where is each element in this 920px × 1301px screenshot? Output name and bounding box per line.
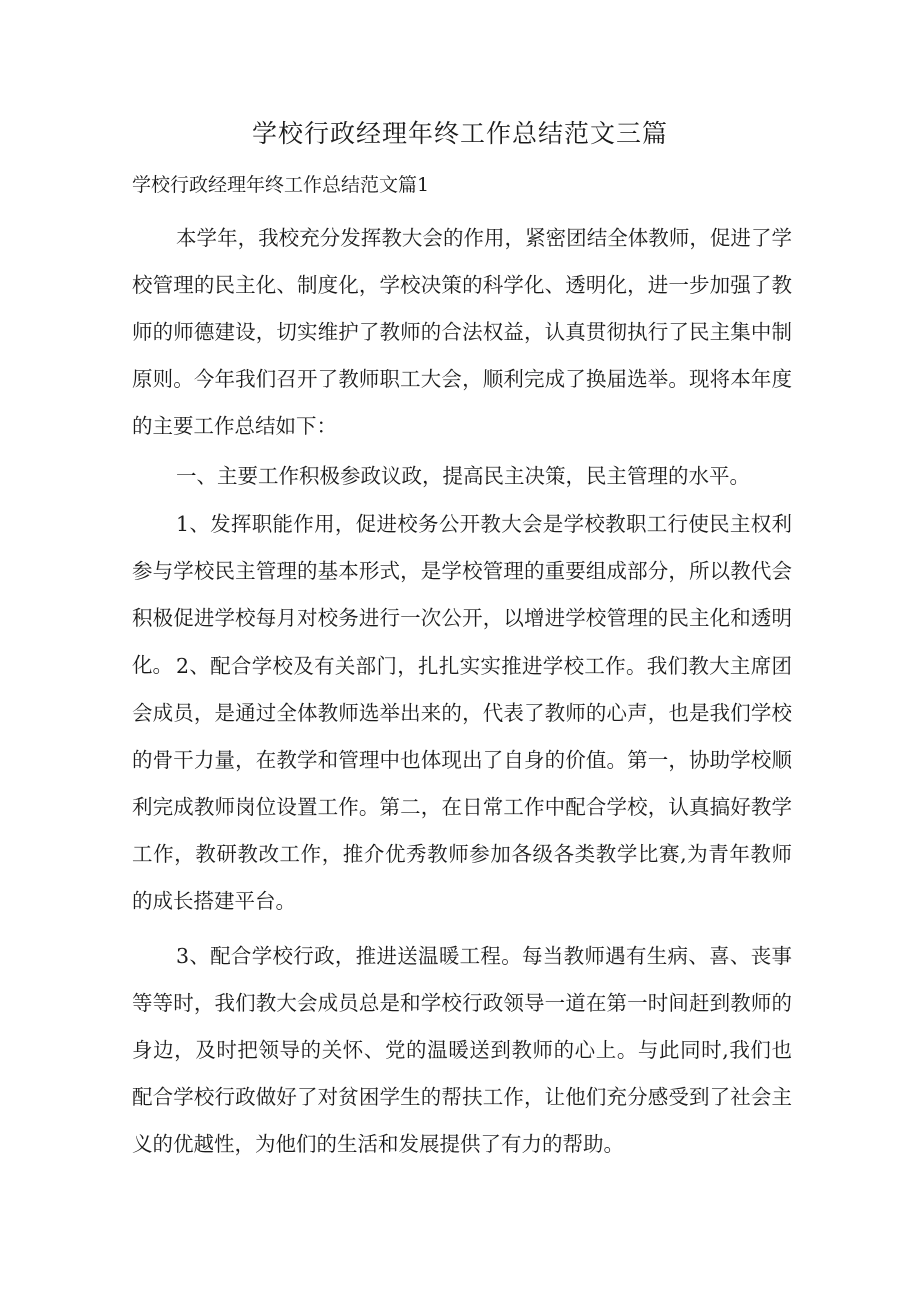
paragraph-item-2: 2、配合学校及有关部门，扎扎实实推进学校工作。我们教大主席团会成员，是通过全体教师选举出来的，代表了教师的心声，也是我们学校的骨干力量，在教学和管理中也体现出了自身的价值。第一，协助学校顺利完成教师岗位设置工作。第二，在日常工作中配合学校，认真搞好教学工作，教研教改工作，推介优秀教师参加各级各类教学比赛,为青年教师的成长搭建平台。 [132, 654, 792, 913]
paragraph-intro: 本学年，我校充分发挥教大会的作用，紧密团结全体教师，促进了学校管理的民主化、制度化，学校决策的科学化、透明化，进一步加强了教师的师德建设，切实维护了教师的合法权益，认真贯彻执行了民主集中制原则。今年我们召开了教师职工大会，顺利完成了换届选举。现将本年度的主要工作总结如下： [132, 226, 792, 438]
paragraph-item-3: 3、配合学校行政，推进送温暖工程。每当教师遇有生病、喜、丧事等等时，我们教大会成员总是和学校行政领导一道在第一时间赶到教师的身边，及时把领导的关怀、党的温暖送到教师的心上。与此同时,我们也配合学校行政做好了对贫困学生的帮扶工作，让他们充分感受到了社会主义的优越性，为他们的生活和发展提供了有力的帮助。 [132, 944, 792, 1156]
paragraph-item-1: 1、发挥职能作用，促进校务公开教大会是学校教职工行使民主权利参与学校民主管理的基本形式，是学校管理的重要组成部分，所以教代会积极促进学校每月对校务进行一次公开，以增进学校管理的民主化和透明化。 [132, 512, 792, 677]
document-title: 学校行政经理年终工作总结范文三篇 [251, 119, 668, 148]
paragraph-main-work: 一、主要工作积极参政议政，提高民主决策，民主管理的水平。 [176, 464, 750, 488]
section-heading: 学校行政经理年终工作总结范文篇1 [132, 174, 430, 196]
